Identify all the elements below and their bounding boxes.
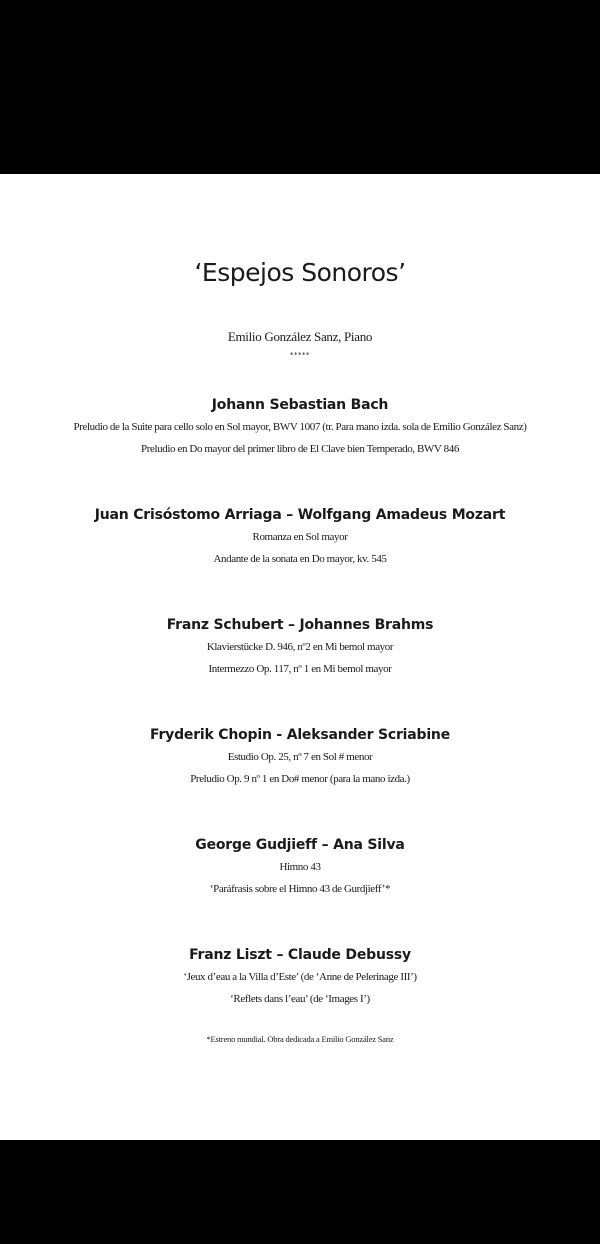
composer-heading: Franz Schubert – Johannes Brahms [166,617,434,633]
program-page [0,174,600,1140]
composer-heading: Fryderik Chopin - Aleksander Scriabine [149,727,450,743]
piece-line: Preludio de la Suite para cello solo en Sol mayor, BWV 1007 (tr. Para mano izda. sola de Emilio González Sanz) [73,421,527,433]
composer-heading: Juan Crisóstomo Arriaga – Wolfgang Amadeus Mozart [94,507,506,523]
bottom-black-bar [0,1140,600,1244]
program-section-schubert-brahms [0,614,600,680]
composer-heading: Franz Liszt – Claude Debussy [189,947,411,963]
concert-title: ‘Espejos Sonoros’ [194,258,406,287]
composer-heading: Johann Sebastian Bach [211,397,389,413]
program-section-chopin-scriabine [0,724,600,790]
piece-line: Preludio en Do mayor del primer libro de El Clave bien Temperado, BWV 846 [141,443,459,455]
performer-line: Emilio González Sanz, Piano [227,329,373,344]
piece-line: Intermezzo Op. 117, nº 1 en Mi bemol mayor [208,663,392,675]
piece-line: ‘Paráfrasis sobre el Himno 43 de Gurdjieff’* [209,883,391,895]
piece-line: Romanza en Sol mayor [252,531,348,543]
piece-line: Estudio Op. 25, nº 7 en Sol # menor [227,751,373,763]
top-black-bar [0,0,600,174]
piece-line: Himno 43 [279,861,321,873]
program-section-bach [0,394,600,460]
piece-line: ‘Jeux d’eau a la Villa d’Este’ (de ‘Anne de Pelerinage III’) [183,971,417,983]
piece-line: Klavierstücke D. 946, nº2 en Mi bemol mayor [206,641,394,653]
composer-heading: George Gudjieff – Ana Silva [195,837,405,853]
footnote: *Estreno mundial. Obra dedicada a Emilio González Sanz [206,1034,394,1044]
piece-line: Preludio Op. 9 nº 1 en Do# menor (para la mano izda.) [190,773,410,785]
asterisk-separator: ***** [290,351,310,359]
piece-line: ‘Reflets dans l’eau’ (de ‘Images I’) [230,993,370,1005]
piece-line: Andante de la sonata en Do mayor, kv. 545 [213,553,387,565]
program-section-gudjieff-silva [0,834,600,900]
program-section-arriaga-mozart [0,504,600,570]
program-section-liszt-debussy [0,944,600,1010]
